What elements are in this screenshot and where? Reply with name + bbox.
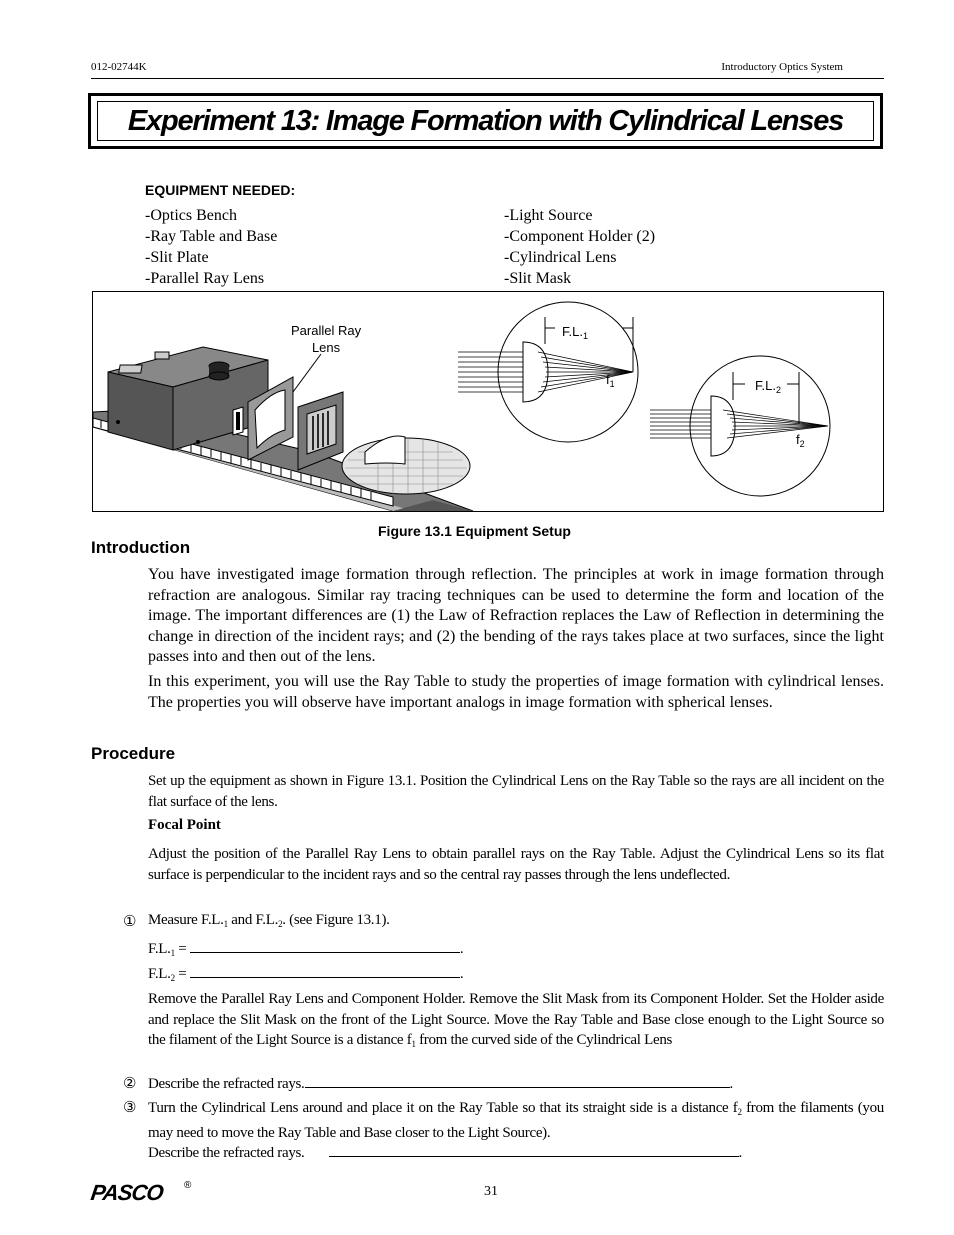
lens-label-line2: Lens: [311, 340, 341, 355]
fl2-period: .: [459, 966, 464, 982]
fl1-answer-blank[interactable]: [190, 939, 460, 953]
step-2-text: [148, 1074, 733, 1093]
fl2-answer-blank[interactable]: [190, 964, 460, 978]
focal-point-subheading: Focal Point: [148, 817, 221, 833]
procedure-heading: Procedure: [91, 744, 176, 763]
fl1-label: [562, 324, 588, 341]
f2-label: [796, 432, 805, 449]
page-number: 31: [484, 1184, 498, 1199]
f1-label: [606, 372, 615, 389]
step1-part-a: Measure F.L.: [148, 912, 224, 928]
step3-part-a: Turn the Cylindrical Lens around and place it on the Ray Table so that its straight side is a distance f: [148, 1100, 738, 1116]
introduction-paragraph-1: You have investigated image formation through reflection. The principles at work in image formation through refraction are analogous. Similar ray tracing techniques can be used to determine the form and location of the image. The important differences are (1) the Law of Refraction replaces the Law of Reflection in determining the change in direction of the incident rays; and (2) the bending of the rays takes place at two surfaces, since the light passes into and then out of the lens.: [148, 566, 884, 666]
equipment-item: -Component Holder (2): [504, 228, 656, 245]
step-2-answer-blank[interactable]: [305, 1074, 730, 1088]
step1-part-b: and F.L.: [227, 912, 279, 928]
p3-part-b: from the curved side of the Cylindrical Lens: [415, 1032, 673, 1049]
equipment-item: -Parallel Ray Lens: [145, 270, 265, 287]
equipment-item: -Light Source: [504, 207, 593, 224]
p3-sub: 1: [411, 1039, 416, 1050]
page-title: Experiment 13: Image Formation with Cylindrical Lenses: [127, 104, 844, 137]
step1-part-c: . (see Figure 13.1).: [282, 912, 390, 928]
f1-text: f: [606, 372, 610, 387]
step-2-number: ②: [123, 1076, 137, 1092]
doc-number: 012-02744K: [91, 61, 147, 73]
figure-caption: Figure 13.1 Equipment Setup: [378, 523, 571, 539]
equipment-item: -Slit Mask: [504, 270, 572, 287]
title-box: [88, 93, 883, 149]
fl1-answer-line: [148, 939, 463, 958]
step3-period: .: [738, 1145, 742, 1161]
step-3-answer-blank[interactable]: [329, 1143, 739, 1157]
cylindrical-lens: [365, 436, 405, 464]
equipment-label: EQUIPMENT NEEDED:: [145, 182, 296, 198]
fl1-answer-label: F.L.: [148, 941, 171, 957]
step-3-text: [148, 1098, 884, 1143]
series-title: Introductory Optics System: [721, 61, 843, 73]
equipment-list-left: [145, 205, 277, 289]
procedure-paragraph-1: Set up the equipment as shown in Figure 13.1. Position the Cylindrical Lens on the Ray Table so the rays are all incident on the flat surface of the lens.: [148, 773, 884, 810]
lens-label-line1: Parallel Ray: [291, 323, 362, 338]
registered-mark: ®: [184, 1180, 192, 1191]
fl1-period: .: [459, 941, 464, 957]
procedure-paragraph-3: [148, 989, 884, 1055]
introduction-paragraph-2: In this experiment, you will use the Ray Table to study the properties of image formation with cylindrical lenses. The properties you will observe have important analogs in image formation with spherical lenses.: [148, 673, 884, 711]
fl2-text: F.L.: [755, 378, 776, 393]
step1-sub1: 1: [223, 919, 228, 929]
step3-describe-label: Describe the refracted rays.: [148, 1145, 305, 1161]
fl1-answer-sub: 1: [170, 948, 175, 958]
equipment-item: -Cylindrical Lens: [504, 249, 617, 266]
equipment-item: -Optics Bench: [145, 207, 237, 224]
fl2-label: [755, 378, 781, 395]
figure-label-lens: [291, 322, 361, 356]
f2-text: f: [796, 432, 800, 447]
equipment-item: -Ray Table and Base: [145, 228, 278, 245]
ray-table: [342, 438, 470, 494]
fl1-equals: =: [174, 941, 190, 957]
header-rule: [91, 78, 884, 79]
introduction-heading: Introduction: [91, 538, 191, 557]
procedure-paragraph-2: Adjust the position of the Parallel Ray Lens to obtain parallel rays on the Ray Table. Adjust the Cylindrical Lens so its flat surface is perpendicular to the incident rays and so the central ray passes through the lens undeflected.: [148, 846, 884, 883]
fl2-answer-sub: 2: [170, 973, 175, 983]
fl2-answer-label: F.L.: [148, 966, 171, 982]
fl2-sub: 2: [775, 385, 781, 395]
f1-sub: 1: [609, 379, 615, 389]
step2-period: .: [729, 1076, 733, 1092]
pasco-logo: PASCO: [89, 1180, 165, 1205]
f2-sub: 2: [799, 439, 805, 449]
step-3-number: ③: [123, 1100, 137, 1116]
step-1-number: ①: [123, 914, 137, 930]
p3-part-a: Remove the Parallel Ray Lens and Component Holder. Remove the Slit Mask from its Component Holder. Set the Holder aside and replace the Slit Mask on the front of the Light Source. Move the Ray Table and Base close enough to the Light Source so the filament of the Light Source is a distance f: [148, 991, 884, 1049]
step2-label: Describe the refracted rays.: [148, 1076, 305, 1092]
figure-drawing: [93, 292, 883, 511]
equipment-item: -Slit Plate: [145, 249, 209, 266]
step3-part-b: from the filaments (you may need to move the Ray Table and Base closer to the Light Source).: [148, 1100, 884, 1141]
step1-sub2: 2: [278, 919, 283, 929]
equipment-setup-figure: [92, 291, 884, 512]
step-1-text: [148, 912, 390, 929]
fl2-answer-line: [148, 964, 463, 983]
step-3-describe: [148, 1143, 742, 1162]
fl1-text: F.L.: [562, 324, 583, 339]
fl1-sub: 1: [582, 331, 588, 341]
fl2-equals: =: [174, 966, 190, 982]
step3-sub: 2: [737, 1107, 742, 1117]
equipment-list-right: [504, 205, 655, 289]
